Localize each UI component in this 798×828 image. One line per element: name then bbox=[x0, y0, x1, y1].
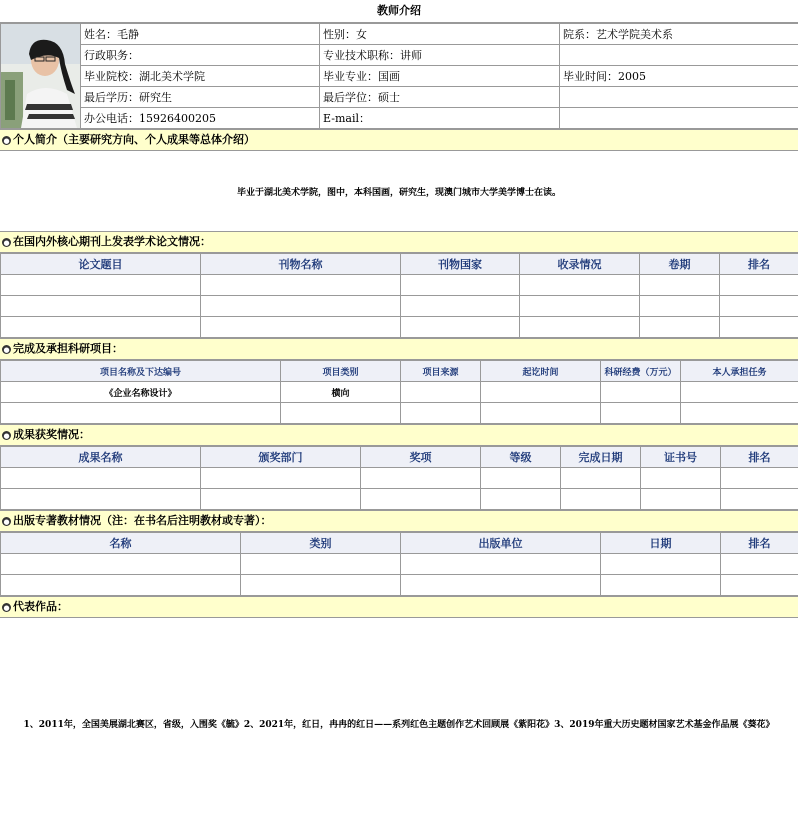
table-row bbox=[1, 554, 798, 575]
books-header-type: 类别 bbox=[241, 533, 401, 554]
works-text: 1、2011年，全国美展湖北赛区，省级，入围奖《毓》2、2021年，红日，冉冉的红日——系列红色主题创作艺术回顾展《紫阳花》3、2019年重大历史题材国家艺术基金作品展《葵花》 bbox=[0, 618, 798, 828]
table-row bbox=[1, 317, 798, 338]
papers-section-title: 在国内外核心期刊上发表学术论文情况： bbox=[13, 235, 211, 248]
awards-section-title: 成果获奖情况： bbox=[13, 428, 90, 441]
projects-header-name: 项目名称及下达编号 bbox=[1, 361, 281, 382]
dept-field: 院系：艺术学院美术系 bbox=[560, 24, 798, 45]
email-field: E-mail： bbox=[320, 108, 560, 129]
awards-header-name: 成果名称 bbox=[1, 447, 201, 468]
books-section-header bbox=[0, 510, 798, 532]
works-section-header bbox=[0, 596, 798, 618]
awards-header-level: 等级 bbox=[481, 447, 561, 468]
table-row bbox=[1, 468, 798, 489]
awards-header-rank: 排名 bbox=[721, 447, 798, 468]
major-field: 毕业专业：国画 bbox=[320, 66, 560, 87]
empty-cell bbox=[560, 45, 798, 66]
books-table bbox=[0, 532, 798, 596]
books-header-rank: 排名 bbox=[721, 533, 798, 554]
bullet-icon: ● bbox=[2, 238, 11, 247]
intro-section-header bbox=[0, 129, 798, 151]
projects-header-period: 起讫时间 bbox=[481, 361, 601, 382]
edu-field: 最后学历：研究生 bbox=[81, 87, 320, 108]
papers-section-header bbox=[0, 231, 798, 253]
papers-header-volume: 卷期 bbox=[640, 254, 720, 275]
bullet-icon: ● bbox=[2, 517, 11, 526]
works-section-title: 代表作品： bbox=[13, 600, 68, 613]
projects-table bbox=[0, 360, 798, 424]
awards-header-date: 完成日期 bbox=[561, 447, 641, 468]
empty-cell bbox=[560, 87, 798, 108]
papers-table bbox=[0, 253, 798, 338]
empty-cell bbox=[560, 108, 798, 129]
books-header-publisher: 出版单位 bbox=[401, 533, 601, 554]
projects-header-funding: 科研经费（万元） bbox=[601, 361, 681, 382]
rank-field: 专业技术职称：讲师 bbox=[320, 45, 560, 66]
basic-info-table bbox=[0, 23, 798, 129]
projects-header-task: 本人承担任务 bbox=[681, 361, 798, 382]
table-row bbox=[1, 382, 798, 403]
awards-header-cert: 证书号 bbox=[641, 447, 721, 468]
gender-field: 性别：女 bbox=[320, 24, 560, 45]
projects-header-type: 项目类别 bbox=[281, 361, 401, 382]
intro-section-title: 个人简介（主要研究方向、个人成果等总体介绍） bbox=[13, 133, 255, 146]
table-row bbox=[1, 403, 798, 424]
papers-header-rank: 排名 bbox=[720, 254, 798, 275]
books-header-date: 日期 bbox=[601, 533, 721, 554]
bullet-icon: ● bbox=[2, 603, 11, 612]
grad-time-field: 毕业时间：2005 bbox=[560, 66, 798, 87]
books-section-title: 出版专著教材情况（注：在书名后注明教材或专著）： bbox=[13, 514, 272, 527]
awards-table bbox=[0, 446, 798, 510]
school-field: 毕业院校：湖北美术学院 bbox=[81, 66, 320, 87]
name-field: 姓名：毛静 bbox=[81, 24, 320, 45]
projects-section-header bbox=[0, 338, 798, 360]
bullet-icon: ● bbox=[2, 345, 11, 354]
papers-header-title: 论文题目 bbox=[1, 254, 201, 275]
table-row bbox=[1, 489, 798, 510]
page-title: 教师介绍 bbox=[0, 0, 798, 23]
papers-header-journal: 刊物名称 bbox=[201, 254, 401, 275]
table-row bbox=[1, 296, 798, 317]
awards-section-header bbox=[0, 424, 798, 446]
table-row bbox=[1, 575, 798, 596]
projects-header-source: 项目来源 bbox=[401, 361, 481, 382]
phone-field: 办公电话：15926400205 bbox=[81, 108, 320, 129]
project-name-cell: 《企业名称设计》 bbox=[1, 382, 281, 403]
admin-field: 行政职务： bbox=[81, 45, 320, 66]
books-header-name: 名称 bbox=[1, 533, 241, 554]
papers-header-indexed: 收录情况 bbox=[520, 254, 640, 275]
project-type-cell: 横向 bbox=[281, 382, 401, 403]
projects-section-title: 完成及承担科研项目： bbox=[13, 342, 123, 355]
intro-text: 毕业于湖北美术学院，图中，本科国画，研究生，现澳门城市大学美学博士在读。 bbox=[0, 151, 798, 231]
portrait-photo bbox=[1, 24, 81, 129]
table-row bbox=[1, 275, 798, 296]
papers-header-country: 刊物国家 bbox=[401, 254, 520, 275]
degree-field: 最后学位：硕士 bbox=[320, 87, 560, 108]
awards-header-prize: 奖项 bbox=[361, 447, 481, 468]
bullet-icon: ● bbox=[2, 136, 11, 145]
awards-header-dept: 颁奖部门 bbox=[201, 447, 361, 468]
bullet-icon: ● bbox=[2, 431, 11, 440]
